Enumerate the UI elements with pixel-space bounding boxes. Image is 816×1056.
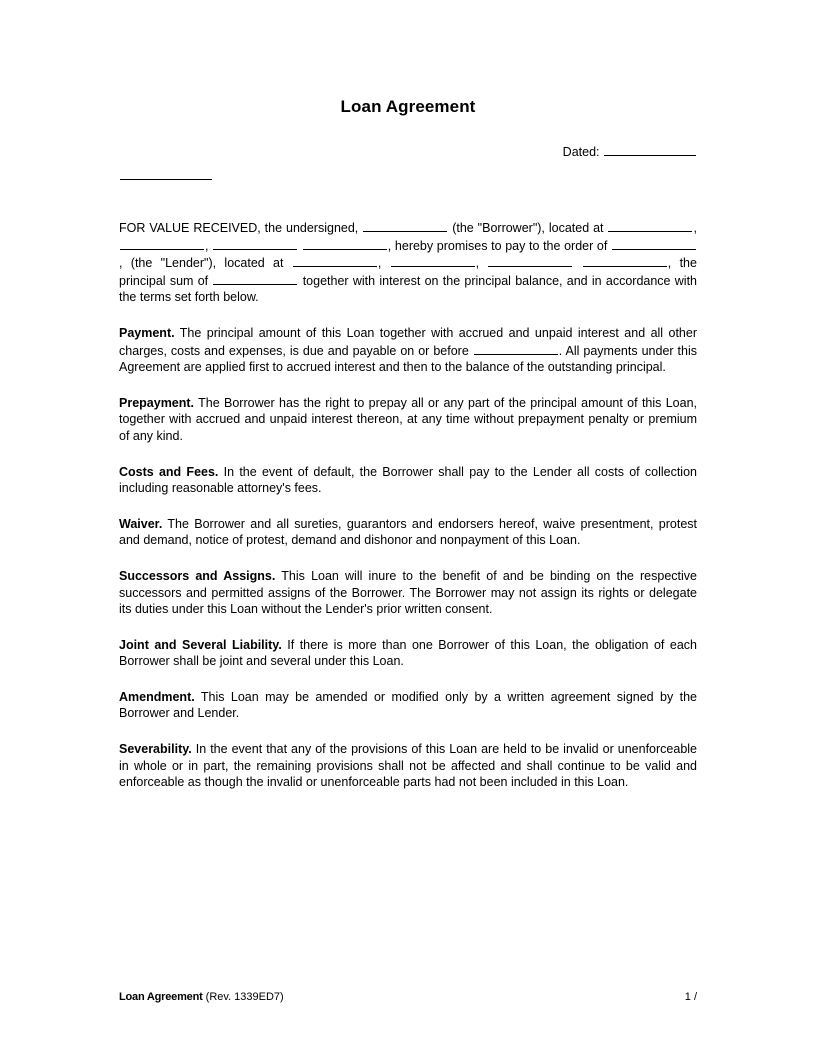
signature-line: [119, 167, 697, 185]
section-severability: [119, 722, 697, 791]
intro-paragraph: [119, 185, 697, 306]
document-content: [119, 0, 697, 791]
section-amendment: [119, 670, 697, 722]
section-joint-and-several-liability: [119, 618, 697, 670]
lender-city-blank[interactable]: [391, 254, 475, 267]
intro-text-2: (the "Borrower"), located at: [452, 221, 604, 235]
borrower-state-blank[interactable]: [213, 237, 297, 250]
intro-text-9: , the principal sum of: [119, 256, 697, 288]
section-payment-heading: Payment.: [119, 325, 175, 340]
section-payment-body-before: The principal amount of this Loan together with accrued and unpaid interest and all other charges, costs and expenses, is due and payable on or before: [119, 325, 697, 358]
intro-text-4: ,: [205, 238, 209, 253]
section-waiver: [119, 497, 697, 549]
section-prepayment: [119, 376, 697, 445]
section-waiver-heading: Waiver.: [119, 516, 163, 531]
section-waiver-body: The Borrower and all sureties, guarantors and endorsers hereof, waive presentment, protest and demand, notice of protest, demand and dishonor and nonpayment of this Loan.: [119, 516, 697, 548]
section-prepayment-body: The Borrower has the right to prepay all or any part of the principal amount of this Loan, together with accrued and unpaid interest thereon, at any time without prepayment penalty or premium of any kind.: [119, 395, 698, 443]
lender-state-blank[interactable]: [488, 254, 572, 267]
principal-sum-blank[interactable]: [213, 272, 297, 285]
lender-name-blank[interactable]: [612, 237, 696, 250]
footer-page-number: 1 /: [684, 991, 697, 1003]
payment-due-date-blank[interactable]: [474, 342, 558, 355]
section-successors-and-assigns: [119, 549, 697, 618]
footer-revision: (Rev. 1339ED7): [205, 991, 284, 1003]
borrower-name-blank[interactable]: [363, 219, 447, 232]
intro-text-6: , (the "Lender"), located at: [119, 256, 284, 271]
lender-address-blank[interactable]: [293, 254, 377, 267]
section-severability-body: In the event that any of the provisions of this Loan are held to be invalid or unenforceable in whole or in part, the remaining provisions shall not be affected and shall continue to be valid and enforceable as though the invalid or unenforceable parts had not been included in this Loan.: [119, 742, 697, 790]
section-successors-and-assigns-heading: Successors and Assigns.: [119, 568, 276, 583]
section-prepayment-heading: Prepayment.: [119, 395, 195, 410]
borrower-city-blank[interactable]: [120, 237, 204, 250]
section-payment-body-after: . All payments under this Agreement are applied first to accrued interest and then to the balance of the outstanding principal.: [119, 343, 697, 375]
intro-text-3: ,: [693, 221, 697, 235]
borrower-zip-blank[interactable]: [303, 237, 387, 250]
section-costs-and-fees-body: In the event of default, the Borrower shall pay to the Lender all costs of collection including reasonable attorney's fees.: [119, 464, 697, 496]
section-joint-and-several-liability-body: If there is more than one Borrower of this Loan, the obligation of each Borrower shall be joint and several under this Loan.: [119, 637, 697, 669]
borrower-address-blank[interactable]: [608, 219, 692, 232]
page-footer: [119, 990, 697, 1004]
section-joint-and-several-liability-heading: Joint and Several Liability.: [119, 637, 282, 652]
section-costs-and-fees: [119, 445, 697, 497]
intro-text-8: ,: [475, 256, 480, 271]
intro-text-10: together with interest on the principal balance, and in accordance with the terms set forth below.: [119, 273, 697, 305]
intro-text-7: ,: [377, 256, 382, 271]
section-amendment-heading: Amendment.: [119, 689, 195, 704]
signature-blank[interactable]: [120, 167, 212, 180]
section-successors-and-assigns-body: This Loan will inure to the benefit of and be binding on the respective successors and permitted assigns of the Borrower. The Borrower may not assign its rights or delegate its duties under this Loan without the Lender's prior written consent.: [119, 568, 697, 617]
dated-line: [119, 143, 697, 161]
footer-left: [119, 990, 284, 1004]
intro-text-5: , hereby promises to pay to the order of: [387, 238, 608, 253]
dated-label: Dated:: [562, 145, 600, 159]
lender-zip-blank[interactable]: [583, 254, 667, 267]
dated-blank[interactable]: [604, 143, 696, 156]
section-costs-and-fees-heading: Costs and Fees.: [119, 464, 219, 479]
section-payment: [119, 306, 697, 376]
page-title: Loan Agreement: [340, 97, 476, 116]
section-severability-heading: Severability.: [119, 742, 192, 757]
section-amendment-body: This Loan may be amended or modified only by a written agreement signed by the Borrower and Lender.: [119, 689, 698, 721]
intro-text-1: FOR VALUE RECEIVED, the undersigned,: [119, 221, 359, 235]
footer-document-title: Loan Agreement: [119, 991, 203, 1003]
